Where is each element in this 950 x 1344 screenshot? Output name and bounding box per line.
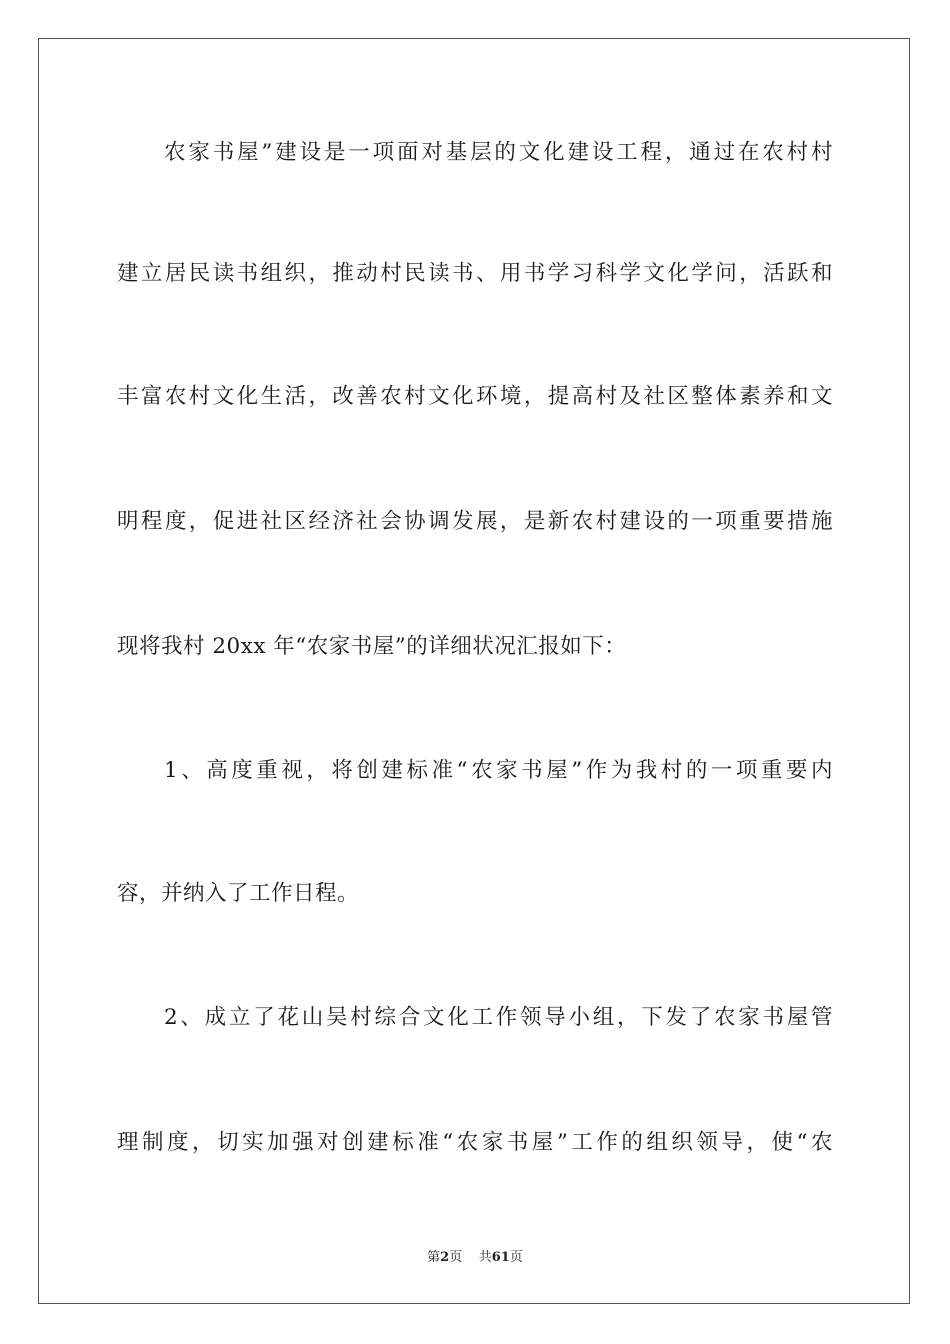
body-line-8: 2、成立了花山吴村综合文化工作领导小组，下发了农家书屋管 bbox=[164, 1005, 833, 1030]
footer-page-label: 第 bbox=[427, 1250, 441, 1265]
body-line-7: 容，并纳入了工作日程。 bbox=[117, 881, 360, 906]
footer-total-unit: 页 bbox=[509, 1250, 523, 1265]
footer-page-number: 2 bbox=[440, 1250, 450, 1265]
body-line-9: 理制度，切实加强对创建标准“农家书屋”工作的组织领导，使“农 bbox=[117, 1130, 833, 1155]
page-frame bbox=[38, 38, 910, 1304]
body-line-3: 丰富农村文化生活，改善农村文化环境，提高村及社区整体素养和文 bbox=[117, 384, 833, 409]
body-line-2: 建立居民读书组织，推动村民读书、用书学习科学文化学问，活跃和 bbox=[117, 261, 833, 286]
body-line-4: 明程度，促进社区经济社会协调发展，是新农村建设的一项重要措施 bbox=[117, 509, 833, 534]
body-line-6: 1、高度重视，将创建标准“农家书屋”作为我村的一项重要内 bbox=[164, 758, 833, 783]
footer-total-pages: 61 bbox=[491, 1250, 510, 1265]
body-line-1: 农家书屋”建设是一项面对基层的文化建设工程，通过在农村村 bbox=[164, 140, 833, 165]
footer-total-label: 共 bbox=[478, 1250, 492, 1265]
page-footer bbox=[0, 1246, 950, 1265]
footer-page-unit: 页 bbox=[449, 1250, 463, 1265]
body-line-5: 现将我村 20xx 年“农家书屋”的详细状况汇报如下： bbox=[117, 634, 627, 659]
